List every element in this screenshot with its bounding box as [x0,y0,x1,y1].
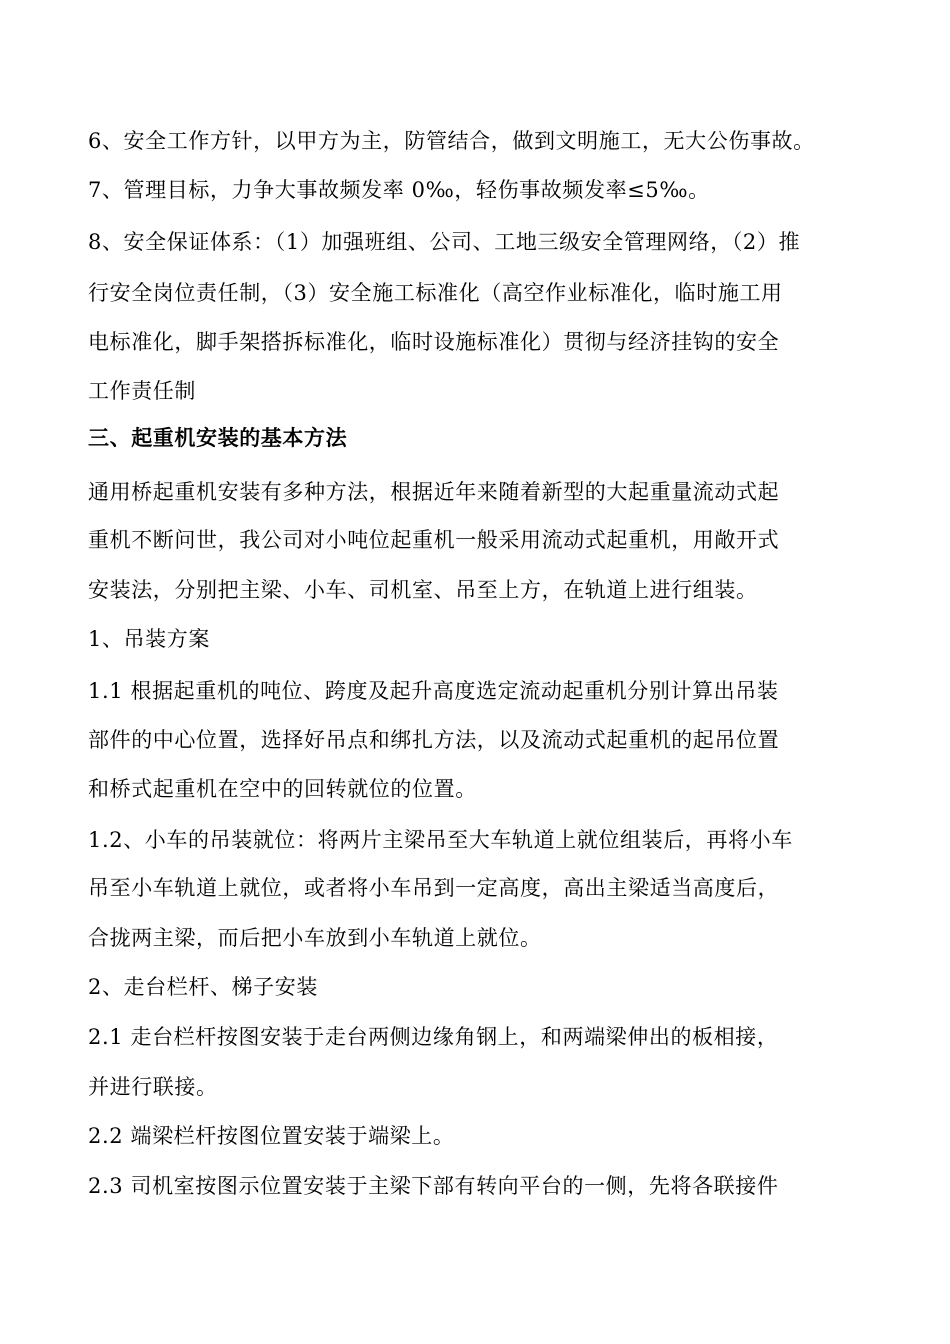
text-line: 通用桥起重机安装有多种方法，根据近年来随着新型的大起重量流动式起 [88,480,780,504]
text-line: 6、安全工作方针，以甲方为主，防管结合，做到文明施工，无大公伤事故。 [88,129,815,153]
text-line: 行安全岗位责任制，（3）安全施工标准化（高空作业标准化，临时施工用 [88,281,783,305]
text-line: 2.3 司机室按图示位置安装于主梁下部有转向平台的一侧，先将各联接件 [88,1174,779,1198]
text-line: 1.1 根据起重机的吨位、跨度及起升高度选定流动起重机分别计算出吊装 [88,679,779,703]
text-line: 部件的中心位置，选择好吊点和绑扎方法，以及流动式起重机的起吊位置 [88,728,780,752]
text-line: 1、吊装方案 [88,627,210,651]
text-line: 重机不断问世，我公司对小吨位起重机一般采用流动式起重机，用敞开式 [88,528,780,552]
text-line: 安装法，分别把主梁、小车、司机室、吊至上方，在轨道上进行组装。 [88,578,758,602]
text-line: 并进行联接。 [88,1075,218,1099]
text-line: 合拢两主梁，而后把小车放到小车轨道上就位。 [88,926,542,950]
text-line: 工作责任制 [88,379,196,403]
text-line: 8、安全保证体系：（1）加强班组、公司、工地三级安全管理网络，（2）推 [88,230,801,254]
text-line: 和桥式起重机在空中的回转就位的位置。 [88,777,477,801]
text-line: 2.1 走台栏杆按图安装于走台两侧边缘角钢上，和两端梁伸出的板相接， [88,1025,779,1049]
text-line: 1.2、小车的吊装就位：将两片主梁吊至大车轨道上就位组装后，再将小车 [88,828,793,852]
text-line: 2、走台栏杆、梯子安装 [88,975,318,999]
text-line: 7、管理目标，力争大事故频发率 0‰，轻伤事故频发率≤5‰。 [88,178,710,202]
section-heading: 三、起重机安装的基本方法 [88,426,348,450]
text-line: 2.2 端梁栏杆按图位置安装于端梁上。 [88,1124,455,1148]
text-line: 电标准化，脚手架搭拆标准化，临时设施标准化）贯彻与经济挂钩的安全 [88,330,780,354]
text-line: 吊至小车轨道上就位，或者将小车吊到一定高度，高出主梁适当高度后， [88,876,780,900]
